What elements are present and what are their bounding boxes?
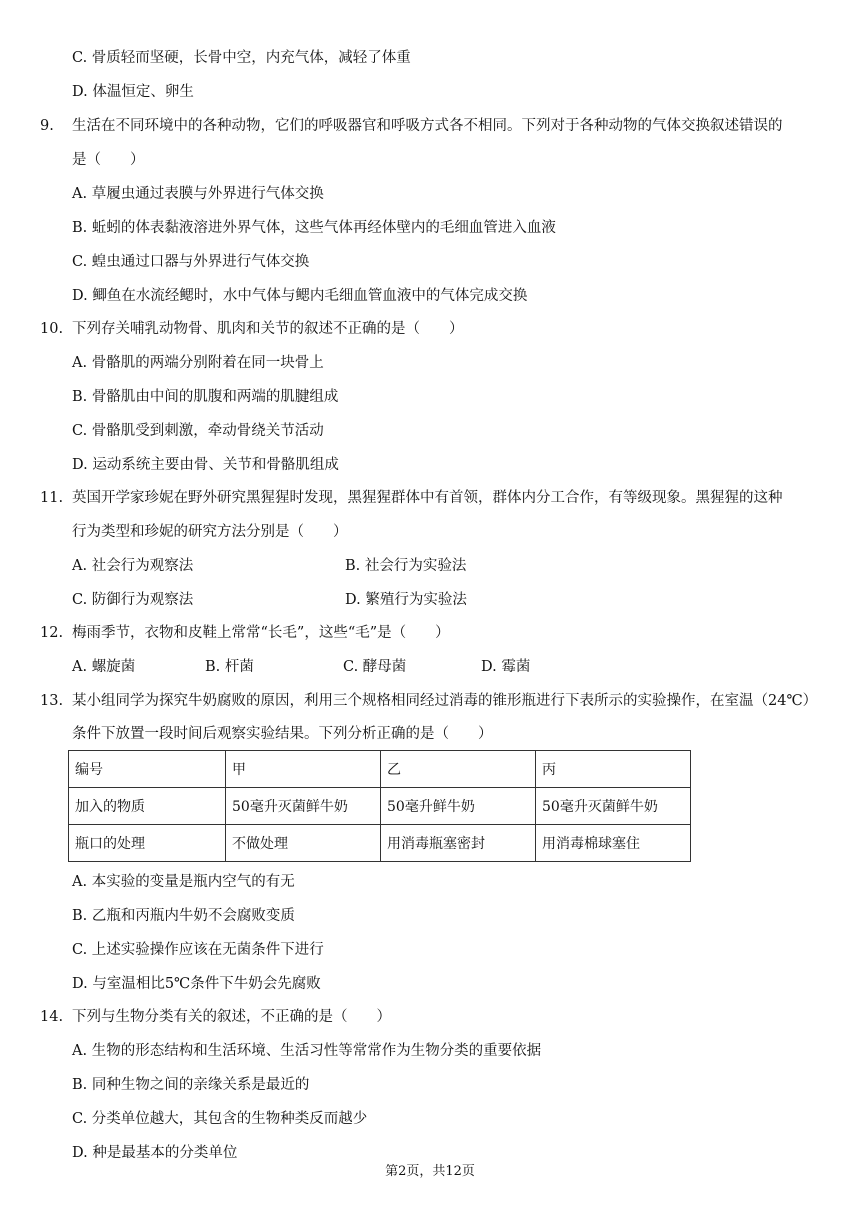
table-row [69,751,691,788]
q14-option-a: A. 生物的形态结构和生活环境、生活习性等常常作为生物分类的重要依据 [72,1043,542,1059]
table-cell: 瓶口的处理 [69,825,226,862]
q10-option-a: A. 骨骼肌的两端分别附着在同一块骨上 [72,355,324,371]
table-cell: 50毫升灭菌鲜牛奶 [536,788,691,825]
table-cell: 用消毒棉球塞住 [536,825,691,862]
q11-option-a: A. 社会行为观察法 [72,558,194,574]
table-cell: 甲 [226,751,381,788]
table-cell: 用消毒瓶塞密封 [381,825,536,862]
q13-stem-line2: 条件下放置一段时间后观察实验结果。下列分析正确的是（ ） [72,726,493,742]
q11-stem-line1: 英国开学家珍妮在野外研究黑猩猩时发现，黑猩猩群体中有首领，群体内分工合作，有等级现象。黑猩猩的这种 [72,490,783,506]
q12-number: 12. [40,625,64,641]
q11-number: 11. [40,490,64,506]
q9-option-b: B. 蚯蚓的体表黏液溶进外界气体，这些气体再经体壁内的毛细血管进入血液 [72,220,556,236]
q9-stem-line2: 是（ ） [72,152,145,168]
q9-option-a: A. 草履虫通过表膜与外界进行气体交换 [72,186,324,202]
q10-option-b: B. 骨骼肌由中间的肌腹和两端的肌腱组成 [72,389,339,405]
q14-stem: 下列与生物分类有关的叙述，不正确的是（ ） [72,1009,391,1025]
q9-option-d: D. 鲫鱼在水流经鳃时，水中气体与鳃内毛细血管血液中的气体完成交换 [72,288,528,304]
table-cell: 50毫升灭菌鲜牛奶 [226,788,381,825]
table-cell: 50毫升鲜牛奶 [381,788,536,825]
q11-option-d: D. 繁殖行为实验法 [345,592,467,608]
q13-option-a: A. 本实验的变量是瓶内空气的有无 [72,874,295,890]
q8-option-c: C. 骨质轻而坚硬，长骨中空，内充气体，减轻了体重 [72,50,411,66]
q13-option-c: C. 上述实验操作应该在无菌条件下进行 [72,942,324,958]
q10-option-d: D. 运动系统主要由骨、关节和骨骼肌组成 [72,457,339,473]
q8-option-d: D. 体温恒定、卵生 [72,84,194,100]
q9-option-c: C. 蝗虫通过口器与外界进行气体交换 [72,254,310,270]
q13-number: 13. [40,693,64,709]
q14-number: 14. [40,1009,64,1025]
q13-option-b: B. 乙瓶和丙瓶内牛奶不会腐败变质 [72,908,295,924]
q12-option-d: D. 霉菌 [481,659,531,675]
q9-number: 9. [40,118,54,134]
experiment-table [68,750,691,862]
q10-stem: 下列存关哺乳动物骨、肌肉和关节的叙述不正确的是（ ） [72,321,464,337]
q12-option-c: C. 酵母菌 [343,659,407,675]
q12-option-b: B. 杆菌 [205,659,254,675]
q10-number: 10. [40,321,64,337]
table-row [69,825,691,862]
q11-option-c: C. 防御行为观察法 [72,592,194,608]
q12-stem: 梅雨季节，衣物和皮鞋上常常“长毛”，这些“毛”是（ ） [72,625,450,641]
q13-option-d: D. 与室温相比5℃条件下牛奶会先腐败 [72,976,321,992]
table-cell: 加入的物质 [69,788,226,825]
table-cell: 乙 [381,751,536,788]
table-cell: 编号 [69,751,226,788]
q14-option-c: C. 分类单位越大，其包含的生物种类反而越少 [72,1111,368,1127]
page-footer: 第2页，共12页 [385,1164,475,1179]
table-cell: 丙 [536,751,691,788]
table-cell: 不做处理 [226,825,381,862]
q13-stem-line1: 某小组同学为探究牛奶腐败的原因，利用三个规格相同经过消毒的锥形瓶进行下表所示的实验操作，在室温（24℃） [72,693,818,709]
q11-option-b: B. 社会行为实验法 [345,558,467,574]
q12-option-a: A. 螺旋菌 [72,659,136,675]
q14-option-d: D. 种是最基本的分类单位 [72,1145,238,1161]
q10-option-c: C. 骨骼肌受到刺激，牵动骨绕关节活动 [72,423,324,439]
q14-option-b: B. 同种生物之间的亲缘关系是最近的 [72,1077,310,1093]
q9-stem-line1: 生活在不同环境中的各种动物，它们的呼吸器官和呼吸方式各不相同。下列对于各种动物的气体交换叙述错误的 [72,118,783,134]
table-row [69,788,691,825]
q11-stem-line2: 行为类型和珍妮的研究方法分别是（ ） [72,524,348,540]
